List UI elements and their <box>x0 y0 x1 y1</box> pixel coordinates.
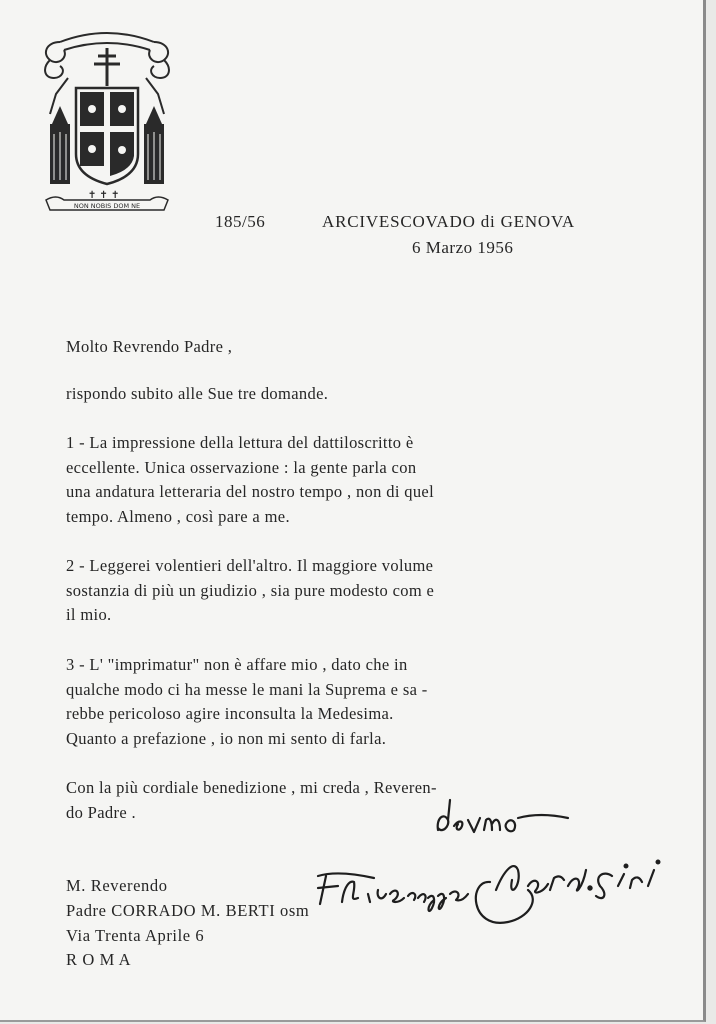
addressee-line-4: R O M A <box>66 950 132 970</box>
svg-text:NON NOBIS DOM NE: NON NOBIS DOM NE <box>73 202 141 210</box>
salutation: Molto Revrendo Padre , <box>66 337 233 356</box>
letterhead-organization: ARCIVESCOVADO di GENOVA <box>322 212 575 231</box>
intro-line: rispondo subito alle Sue tre domande. <box>66 384 329 403</box>
paragraph-3: 3 - L' "imprimatur" non è affare mio , dato che in qualche modo ci ha messe le mani la Suprema e sa - rebbe pericoloso agire inconsulta la Medesima. Quanto a prefazione , io non mi sento di farla. <box>66 655 428 748</box>
svg-text:✝ ✝ ✝: ✝ ✝ ✝ <box>88 190 120 201</box>
closing-line: Con la più cordiale benedizione , mi creda , Reveren- do Padre . <box>66 778 437 822</box>
addressee-line-2: Padre CORRADO M. BERTI osm <box>66 900 310 920</box>
letter-date: 6 Marzo 1956 <box>412 238 514 257</box>
addressee-line-3: Via Trenta Aprile 6 <box>66 925 205 945</box>
paragraph-2: 2 - Leggerei volentieri dell'altro. Il maggiore volume sostanzia di più un giudizio , sia pure modesto com e il mio. <box>66 556 435 624</box>
handwritten-signature <box>278 790 688 940</box>
paragraph-1: 1 - La impressione della lettura del dattiloscritto è eccellente. Unica osservazione : la gente parla con una andatura letteraria del nostro tempo , non di quel tempo. Almeno , così pare a me. <box>66 433 435 526</box>
reference-number: 185/56 <box>215 212 266 231</box>
archiepiscopal-coat-of-arms <box>38 24 176 214</box>
addressee-line-1: M. Reverendo <box>66 876 168 895</box>
addressee-block <box>66 874 309 973</box>
